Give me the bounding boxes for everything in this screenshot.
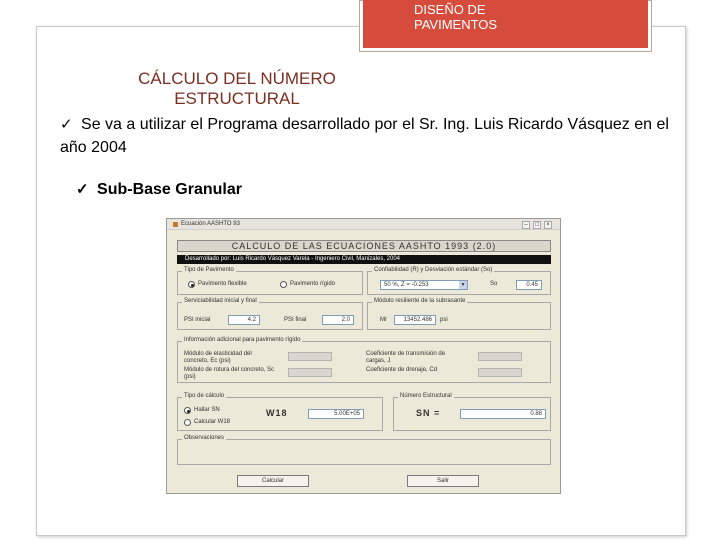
bullet-item	[60, 113, 670, 159]
sn-label: SN =	[416, 408, 441, 418]
bullet-text: Se va a utilizar el Programa desarrollado por el Sr. Ing. Luis Ricardo Vásquez en el año 2004	[60, 116, 669, 156]
calcular-button[interactable]: Calcular	[237, 475, 309, 487]
j-label: Coeficiente de transmisión de cargas, J	[366, 351, 446, 364]
window-title: Ecuación AASHTO 93	[181, 221, 240, 227]
app-window	[166, 218, 561, 494]
numero-estructural-group	[393, 393, 551, 431]
confiabilidad-group	[367, 267, 551, 295]
group-label: Serviciabilidad inicial y final	[184, 298, 257, 304]
radio-label: Hallar SN	[194, 407, 220, 413]
psi-inicial-input[interactable]: 4.2	[228, 315, 260, 325]
app-icon	[173, 222, 178, 227]
group-label: Confiabilidad (R) y Desviación estándar (So)	[374, 267, 493, 273]
group-label: Observaciones	[184, 435, 225, 441]
maximize-icon[interactable]: □	[533, 221, 541, 229]
header-title: DISEÑO DE PAVIMENTOS	[414, 2, 498, 32]
group-label: Información adicional para pavimento rígido	[184, 337, 301, 343]
cd-label: Coeficiente de drenaje, Cd	[366, 367, 438, 373]
pavimento-rigido-group	[177, 337, 551, 383]
radio-calcular-w18[interactable]	[184, 419, 191, 426]
bullet-text: Sub-Base Granular	[97, 181, 242, 198]
mr-input[interactable]: 13452.486	[394, 315, 436, 325]
so-label: So	[490, 281, 498, 287]
confiabilidad-select[interactable]	[380, 280, 468, 290]
bullet-item	[76, 180, 242, 199]
mr-label: Mr	[380, 317, 387, 323]
group-label: Tipo de Pavimento	[184, 267, 234, 273]
w18-label: W18	[266, 408, 288, 418]
observaciones-group	[177, 435, 551, 465]
radio-label: Pavimento rígido	[290, 281, 336, 287]
tipo-calculo-group	[177, 393, 383, 431]
close-icon[interactable]: ×	[544, 221, 552, 229]
sc-input[interactable]	[288, 368, 332, 377]
slide-title: CÁLCULO DEL NÚMERO ESTRUCTURAL	[138, 69, 336, 108]
window-titlebar[interactable]	[167, 219, 560, 230]
so-input[interactable]: 0.45	[516, 280, 542, 290]
radio-label: Pavimento flexible	[198, 281, 247, 287]
cd-input[interactable]	[478, 368, 522, 377]
salir-button[interactable]: Salir	[407, 475, 479, 487]
select-value: 50 %, Z = -0.253	[384, 282, 429, 288]
chevron-down-icon: ▼	[460, 282, 466, 288]
radio-flexible[interactable]	[188, 281, 195, 288]
psi-final-label: PSI final	[284, 317, 307, 323]
checkmark-icon: ✓	[76, 181, 89, 198]
minimize-icon[interactable]: –	[522, 221, 530, 229]
psi-final-input[interactable]: 2.0	[322, 315, 354, 325]
checkmark-icon: ✓	[60, 116, 73, 133]
app-subbanner: Desarrollado por: Luis Ricardo Vásquez Varela - Ingeniero Civil, Manizales, 2004	[177, 255, 551, 264]
j-input[interactable]	[478, 352, 522, 361]
group-label: Número Estructural	[400, 393, 452, 399]
group-label: Tipo de cálculo	[184, 393, 225, 399]
sn-output: 0.88	[460, 409, 546, 419]
psi-inicial-label: PSI inicial	[184, 317, 211, 323]
serviciabilidad-group	[177, 298, 363, 330]
modulo-group	[367, 298, 551, 330]
tipo-pavimento-group	[177, 267, 363, 295]
radio-rigido[interactable]	[280, 281, 287, 288]
ec-label: Módulo de elasticidad del concreto, Ec (psi)	[184, 351, 252, 364]
sc-label: Módulo de rotura del concreto, Sc (psi)	[184, 367, 275, 380]
radio-label: Calcular W18	[194, 419, 231, 425]
app-banner: CALCULO DE LAS ECUACIONES AASHTO 1993 (2.0)	[177, 240, 551, 252]
group-label: Módulo resiliente de la subrasante	[374, 298, 466, 304]
radio-hallar-sn[interactable]	[184, 407, 191, 414]
mr-unit: psi	[440, 317, 448, 323]
window-controls	[522, 221, 552, 229]
w18-input[interactable]: 5.00E+05	[308, 409, 364, 419]
ec-input[interactable]	[288, 352, 332, 361]
